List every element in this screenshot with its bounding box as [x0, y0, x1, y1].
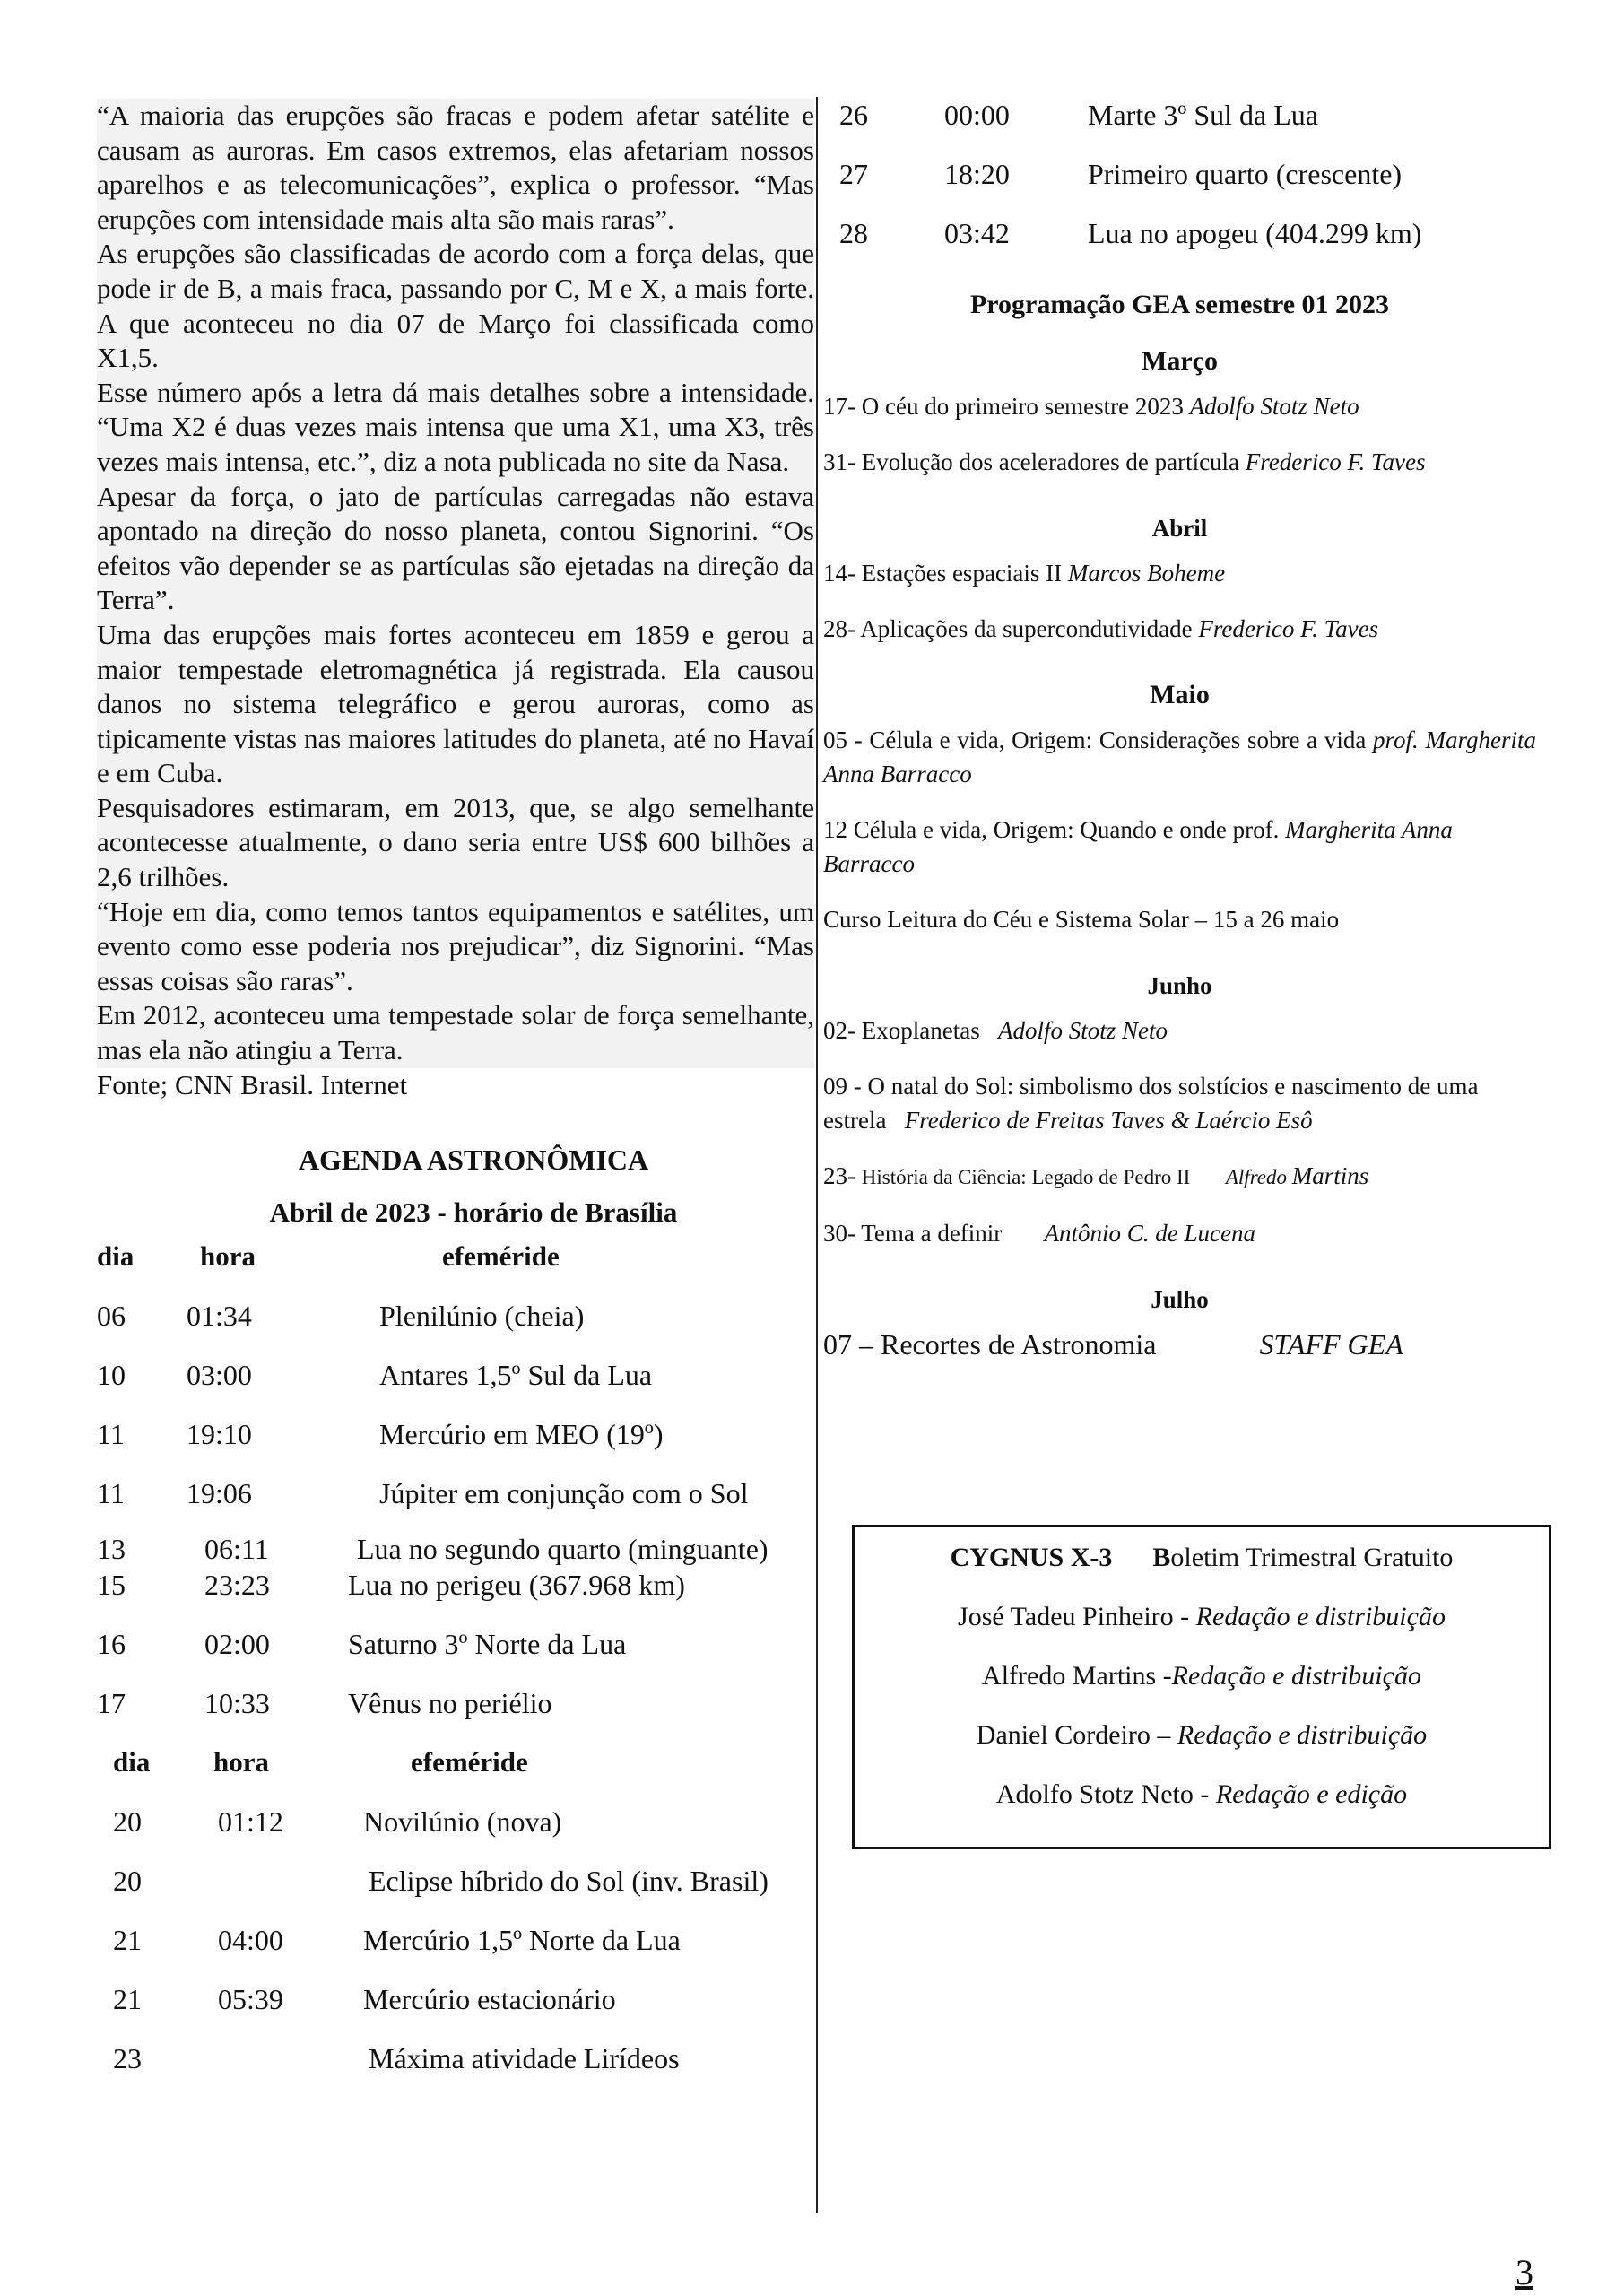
bulletin-credit: Daniel Cordeiro – Redação e distribuição	[976, 1720, 1428, 1750]
row-event: Mercúrio estacionário	[363, 1982, 616, 2015]
row-time: 18:20	[944, 158, 1010, 190]
agenda-row	[823, 158, 1536, 217]
agenda-row	[97, 1924, 814, 1983]
month-heading-julho: Julho	[1151, 1286, 1209, 1313]
month-heading-maio: Maio	[1150, 680, 1210, 709]
row-event: Mercúrio em MEO (19º)	[379, 1417, 664, 1450]
right-column	[823, 99, 1536, 1383]
agenda-row	[97, 1477, 814, 1533]
row-time: 00:00	[944, 99, 1010, 131]
row-time: 03:00	[187, 1358, 252, 1391]
program-item: 05 - Célula e vida, Origem: Considerações sobre a vida prof. Margherita Anna Barracco	[823, 726, 1536, 787]
program-item: 12 Célula e vida, Origem: Quando e onde prof. Margherita Anna Barracco	[823, 816, 1453, 877]
article-paragraph: Uma das erupções mais fortes aconteceu em 1859 e gerou a maior tempestade eletromagnética já registrada. Ela causou danos no sistema telegráfico e gerou auroras, como as tipicamente vistas nas maiores latitudes do planeta, até no Havaí e em Cuba.	[97, 618, 814, 789]
header-event: efeméride	[411, 1745, 528, 1778]
row-time: 02:00	[204, 1627, 270, 1660]
row-day: 20	[113, 1864, 142, 1897]
row-event: Saturno 3º Norte da Lua	[348, 1627, 627, 1660]
program-item: Curso Leitura do Céu e Sistema Solar – 15 a 26 maio	[823, 906, 1340, 933]
agenda-row	[97, 1418, 814, 1477]
row-time: 19:10	[187, 1417, 252, 1450]
agenda-row	[97, 1300, 814, 1359]
row-time: 05:39	[218, 1982, 283, 2015]
row-event: Lua no perigeu (367.968 km)	[348, 1568, 685, 1601]
row-time: 01:34	[187, 1299, 252, 1332]
page-number: 3	[1515, 2252, 1533, 2292]
program-item: 14- Estações espaciais II Marcos Boheme	[823, 560, 1226, 587]
row-day: 17	[97, 1686, 126, 1719]
bulletin-credit: Adolfo Stotz Neto - Redação e edição	[995, 1779, 1408, 1809]
row-event: Vênus no periélio	[348, 1686, 552, 1719]
program-item: 17- O céu do primeiro semestre 2023 Adolfo Stotz Neto	[823, 393, 1359, 420]
row-day: 10	[97, 1358, 126, 1391]
row-event: Mercúrio 1,5º Norte da Lua	[363, 1923, 681, 1956]
bulletin-box	[852, 1525, 1551, 1849]
program-item: 02- Exoplanetas Adolfo Stotz Neto	[823, 1017, 1168, 1044]
agenda-row	[97, 1359, 814, 1418]
agenda-row	[97, 1687, 814, 1746]
program-item: 30- Tema a definir Antônio C. de Lucena	[823, 1220, 1256, 1247]
program-item: 07 – Recortes de Astronomia STAFF GEA	[823, 1328, 1403, 1361]
month-heading-marco: Março	[1142, 346, 1218, 376]
column-divider	[816, 97, 818, 2213]
row-day: 16	[97, 1627, 126, 1660]
left-column	[97, 99, 814, 2101]
article-paragraph: Apesar da força, o jato de partículas carregadas não estava apontado na direção do nosso planeta, contou Signorini. “Os efeitos vão depender se as partículas são ejetadas na direção da Terra”.	[97, 480, 814, 616]
agenda-row	[97, 1569, 814, 1628]
row-time: 04:00	[218, 1923, 283, 1956]
agenda-row	[823, 217, 1536, 276]
row-event: Marte 3º Sul da Lua	[1088, 99, 1318, 131]
row-day: 28	[839, 217, 868, 249]
row-day: 26	[839, 99, 868, 131]
row-event: Antares 1,5º Sul da Lua	[379, 1358, 653, 1391]
row-day: 21	[113, 1982, 142, 2015]
article-paragraph: As erupções são classificadas de acordo com a força delas, que pode ir de B, a mais fraca, passando por C, M e X, a mais forte. A que aconteceu no dia 07 de Março foi classificada como X1,5.	[97, 238, 814, 374]
row-time: 06:11	[204, 1532, 269, 1565]
agenda-row	[823, 99, 1536, 158]
header-day: dia	[97, 1239, 135, 1272]
row-time: 10:33	[204, 1686, 270, 1719]
article-paragraph: Em 2012, aconteceu uma tempestade solar de força semelhante, mas ela não atingiu a Terra.	[97, 999, 814, 1066]
row-event: Lua no segundo quarto (minguante)	[357, 1532, 769, 1565]
agenda-header	[97, 1746, 814, 1805]
article-paragraph: “A maioria das erupções são fracas e podem afetar satélite e causam as auroras. Em casos extremos, elas afetariam nossos aparelhos e as telecomunicações”, explica o professor. “Mas erupções com intensidade mais alta são mais raras”.	[97, 100, 814, 235]
header-event: efeméride	[442, 1239, 560, 1272]
row-time: 01:12	[218, 1805, 283, 1838]
agenda-row	[97, 1628, 814, 1687]
header-time: hora	[200, 1239, 256, 1272]
row-day: 23	[113, 2041, 142, 2074]
program-item: 23- História da Ciência: Legado de Pedro II Alfredo Martins	[823, 1162, 1369, 1189]
program-item: 09 - O natal do Sol: simbolismo dos solstícios e nascimento de uma estrela Frederico de Freitas Taves & Laércio Esô	[823, 1073, 1479, 1134]
article-paragraph: “Hoje em dia, como temos tantos equipamentos e satélites, um evento como esse poderia nos prejudicar”, diz Signorini. “Mas essas coisas são raras”.	[97, 895, 814, 996]
month-heading-junho: Junho	[1147, 972, 1212, 999]
agenda-row	[97, 2042, 814, 2101]
article-paragraph: Pesquisadores estimaram, em 2013, que, se algo semelhante acontecesse atualmente, o dano seria entre US$ 600 bilhões a 2,6 trilhões.	[97, 791, 814, 893]
row-day: 13	[97, 1532, 126, 1565]
row-day: 21	[113, 1923, 142, 1956]
header-day: dia	[113, 1745, 151, 1778]
row-day: 11	[97, 1476, 125, 1509]
article-paragraph: Esse número após a letra dá mais detalhes sobre a intensidade. “Uma X2 é duas vezes mais intensa que uma X1, uma X3, três vezes mais intensa, etc.”, diz a nota publicada no site da Nasa.	[97, 376, 814, 477]
program-item: 31- Evolução dos aceleradores de partícula Frederico F. Taves	[823, 448, 1426, 475]
agenda-header	[97, 1240, 814, 1300]
program-item: 28- Aplicações da supercondutividade Frederico F. Taves	[823, 615, 1379, 642]
agenda-row	[97, 1865, 814, 1924]
row-event: Máxima atividade Lirídeos	[369, 2041, 680, 2074]
row-event: Júpiter em conjunção com o Sol	[379, 1476, 749, 1509]
row-time: 19:06	[187, 1476, 252, 1509]
article-source: Fonte; CNN Brasil. Internet	[97, 1068, 408, 1100]
row-event: Eclipse híbrido do Sol (inv. Brasil)	[369, 1864, 769, 1897]
agenda-subtitle: Abril de 2023 - horário de Brasília	[269, 1196, 678, 1228]
article-body	[97, 99, 814, 1068]
row-event: Lua no apogeu (404.299 km)	[1088, 217, 1422, 249]
agenda-title: AGENDA ASTRONÔMICA	[298, 1143, 649, 1176]
row-day: 06	[97, 1299, 126, 1332]
bulletin-credit: Alfredo Martins -Redação e distribuição	[982, 1661, 1421, 1691]
month-heading-abril: Abril	[1151, 515, 1208, 542]
row-event: Primeiro quarto (crescente)	[1088, 158, 1403, 190]
agenda-row	[97, 1983, 814, 2042]
row-event: Plenilúnio (cheia)	[379, 1299, 585, 1332]
row-day: 11	[97, 1417, 125, 1450]
row-day: 15	[97, 1568, 126, 1601]
row-day: 20	[113, 1805, 142, 1838]
agenda-row	[97, 1533, 814, 1569]
program-title: Programação GEA semestre 01 2023	[969, 290, 1390, 319]
row-time: 03:42	[944, 217, 1010, 249]
agenda-row	[97, 1805, 814, 1865]
row-day: 27	[839, 158, 868, 190]
row-event: Novilúnio (nova)	[363, 1805, 562, 1838]
header-time: hora	[213, 1745, 269, 1778]
row-time: 23:23	[204, 1568, 270, 1601]
bulletin-title: CYGNUS X-3 Boletim Trimestral Gratuito	[950, 1543, 1454, 1572]
bulletin-credit: José Tadeu Pinheiro - Redação e distribuição	[958, 1602, 1446, 1631]
